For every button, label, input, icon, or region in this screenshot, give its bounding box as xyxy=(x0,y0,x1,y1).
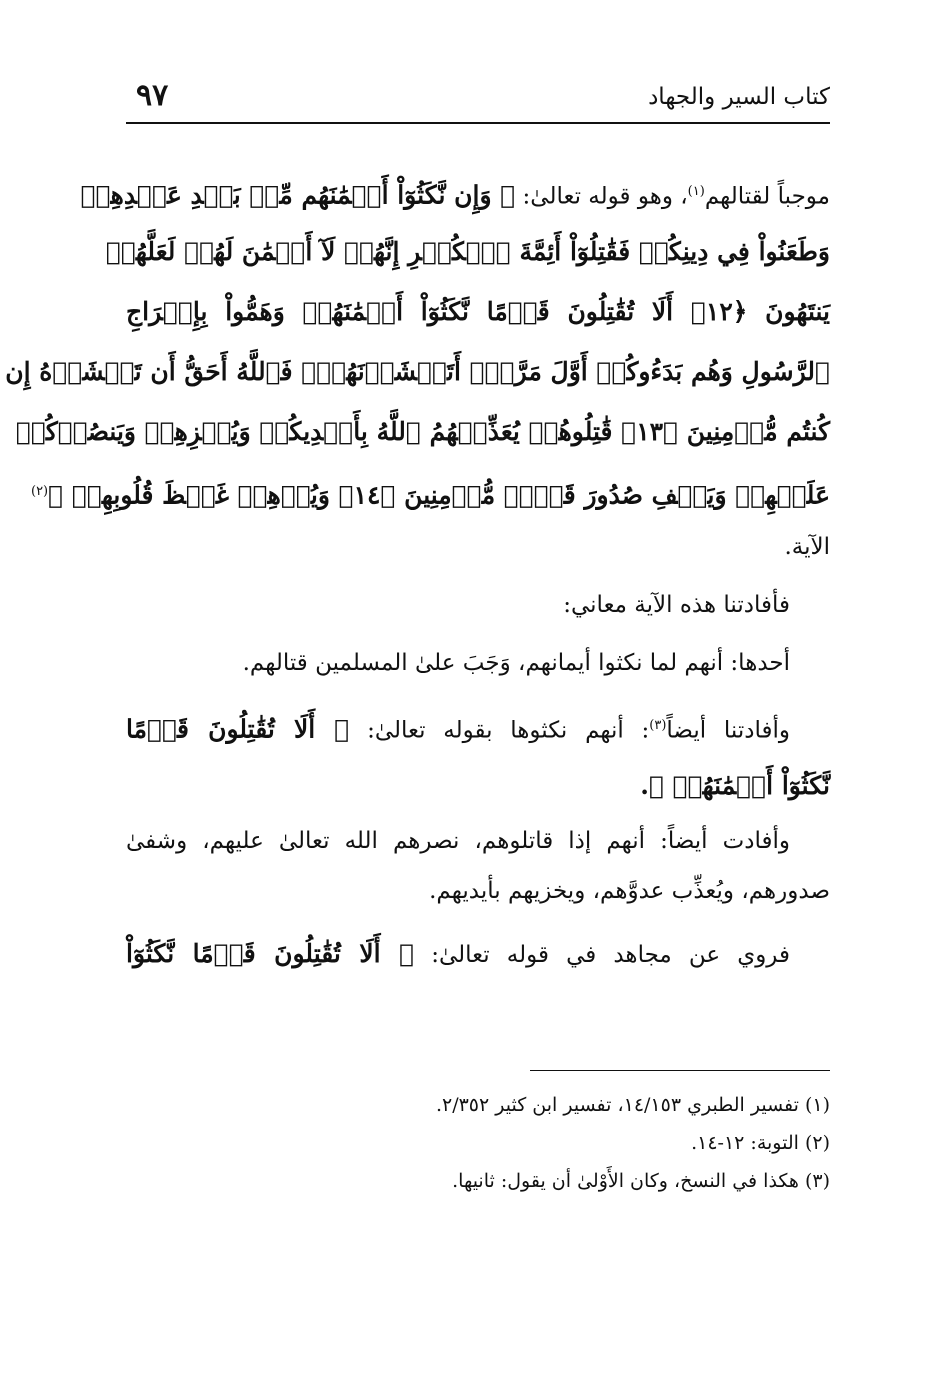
text-line-5 xyxy=(15,402,830,462)
text-line-4 xyxy=(5,342,830,402)
footnote-ref-1: (١) xyxy=(687,184,705,199)
text-run: فروي عن مجاهد في قوله تعالىٰ: xyxy=(431,942,790,968)
book-title: كتاب السير والجهاد xyxy=(648,84,830,110)
footnote-text: تفسير الطبري ١٤/١٥٣، تفسير ابن كثير ٢/٣٥٢. xyxy=(435,1094,799,1116)
text-line-3 xyxy=(126,282,830,342)
quran-verse: عَلَيۡهِمۡ وَيَشۡفِ صُدُورَ قَوۡمٖ مُّؤۡمِنِينَ ﴿١٤﴾ وَيُذۡهِبۡ غَيۡظَ قُلُوبِهِمۡ ﴾ xyxy=(48,480,830,510)
page-number: ٩٧ xyxy=(136,78,169,113)
footnote-number: (٢) xyxy=(804,1132,830,1154)
footnote-1 xyxy=(270,1086,830,1124)
text-line-quran-cont xyxy=(126,756,830,816)
footnote-2 xyxy=(270,1124,830,1162)
footnotes xyxy=(270,1086,830,1200)
quran-verse: نَّكَثُوٓاْ أَيۡمَٰنَهُمۡ ﴾. xyxy=(640,771,830,800)
text-run: صدورهم، ويُعذِّب عدوَّهم، ويخزيهم بأيديهم. xyxy=(429,878,830,904)
footnote-ref-2: (٢) xyxy=(30,484,49,499)
text-run: أحدها: أنهم لما نكثوا أيمانهم، وَجَبَ علىٰ المسلمين قتالهم. xyxy=(242,650,790,676)
text-run: الآية. xyxy=(784,534,830,560)
paragraph-second-meaning xyxy=(126,696,830,756)
footnote-ref-3: (٣) xyxy=(649,718,667,733)
footnote-rule xyxy=(530,1070,830,1071)
quran-verse: ﴿ أَلَا تُقَٰتِلُونَ قَوۡمًا xyxy=(126,714,350,744)
paragraph-third-meaning xyxy=(126,816,830,866)
text-line-6 xyxy=(30,462,830,522)
footnote-text: التوبة: ١٢-١٤. xyxy=(691,1132,799,1154)
footnote-text: هكذا في النسخ، وكان الأَوْلىٰ أن يقول: ثانيها. xyxy=(452,1170,799,1192)
quran-verse: ﴿ وَإِن نَّكَثُوٓاْ أَيۡمَٰنَهُم مِّنۢ بَعۡدِ عَهۡدِهِمۡ xyxy=(80,180,516,210)
text-line-2 xyxy=(105,222,830,282)
header-rule xyxy=(126,122,830,124)
text-run: : أنهم نكثوها بقوله تعالىٰ: xyxy=(367,717,650,744)
quran-verse: وَطَعَنُواْ فِي دِينِكُمۡ فَقَٰتِلُوٓاْ أَئِمَّةَ ٱلۡكُفۡرِ إِنَّهُمۡ لَآ أَيۡمَٰنَ لَهُمۡ لَعَلَّهُمۡ xyxy=(105,237,830,266)
main-text xyxy=(5,162,831,984)
quran-verse: ٱلرَّسُولِ وَهُم بَدَءُوكُمۡ أَوَّلَ مَرَّةٍۚ أَتَخۡشَوۡنَهُمۡۚ فَٱللَّهُ أَحَقُّ أَن تَخۡشَوۡهُ إِن xyxy=(5,357,830,386)
text-run: موجباً لقتالهم xyxy=(704,183,830,210)
footnote-number: (٣) xyxy=(804,1170,830,1192)
quran-verse: ﴿ أَلَا تُقَٰتِلُونَ قَوۡمًا نَّكَثُوٓاْ xyxy=(126,939,415,968)
quran-verse: يَنتَهُونَ ﴿١٢﴾ أَلَا تُقَٰتِلُونَ قَوۡمًا نَّكَثُوٓاْ أَيۡمَٰنَهُمۡ وَهَمُّواْ بِإِخۡرَاجِ xyxy=(126,297,831,326)
text-line-1 xyxy=(80,162,830,222)
text-line-third-cont xyxy=(126,866,830,916)
footnote-number: (١) xyxy=(804,1094,830,1116)
paragraph-mujahid xyxy=(126,924,830,984)
text-run: وأفادت أيضاً: أنهم إذا قاتلوهم، نصرهم الله تعالىٰ عليهم، وشفىٰ xyxy=(126,828,790,854)
paragraph-meanings xyxy=(126,580,830,630)
text-line-7 xyxy=(126,522,830,572)
running-header xyxy=(126,78,830,122)
text-run: وأفادتنا أيضاً xyxy=(666,717,791,744)
footnote-3 xyxy=(270,1162,830,1200)
quran-verse: كُنتُم مُّؤۡمِنِينَ ﴿١٣﴾ قَٰتِلُوهُمۡ يُعَذِّبۡهُمُ ٱللَّهُ بِأَيۡدِيكُمۡ وَيُخۡزِهِمۡ وَيَنصُرۡكُمۡ xyxy=(15,417,830,446)
text-run: فأفادتنا هذه الآية معاني: xyxy=(563,592,790,618)
paragraph-first-meaning xyxy=(126,638,830,688)
text-run: ، وهو قوله تعالىٰ: xyxy=(522,183,688,210)
